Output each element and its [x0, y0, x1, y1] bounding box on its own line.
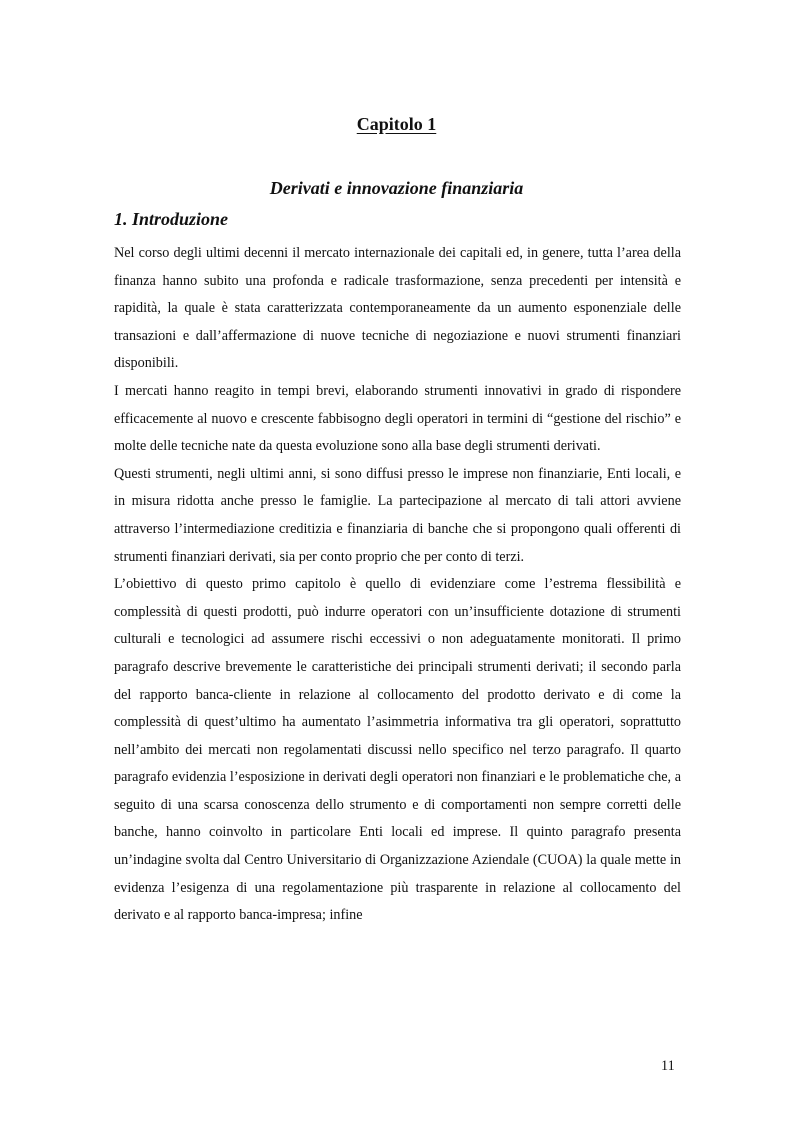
page-number: 11	[661, 1058, 675, 1074]
paragraph: L’obiettivo di questo primo capitolo è quello di evidenziare come l’estrema flessibilità e complessità di questi prodotti, può indurre operatori con un’insufficiente dotazione di strumenti culturali e tecnologici ad assumere rischi eccessivi o non adeguatamente monitorati. Il primo paragrafo descrive brevemente le caratteristiche dei principali strumenti derivati; il secondo parla del rapporto banca-cliente in relazione al collocamento del prodotto derivato e di come la complessità di quest’ultimo ha aumentato l’asimmetria informativa tra gli operatori, soprattutto nell’ambito dei mercati non regolamentati discussi nello specifico nel terzo paragrafo. Il quarto paragrafo evidenzia l’esposizione in derivati degli operatori non finanziari e le problematiche che, a seguito di una scarsa conoscenza dello strumento e di comportamenti non sempre corretti delle banche, hanno coinvolto in particolare Enti locali ed imprese. Il quinto paragrafo presenta un’indagine svolta dal Centro Universitario di Organizzazione Aziendale (CUOA) la quale mette in evidenza l’esigenza di una regolamentazione più trasparente in relazione al collocamento del derivato e al rapporto banca-impresa; infine	[114, 576, 681, 924]
paragraph: Questi strumenti, negli ultimi anni, si sono diffusi presso le imprese non finanziarie, Enti locali, e in misura ridotta anche presso le famiglie. La partecipazione al mercato di tali attori avviene attraverso l’intermediazione creditizia e finanziaria di banche che si propongono quali offerenti di strumenti finanziari derivati, sia per conto proprio che per conto di terzi.	[114, 465, 681, 565]
chapter-subtitle: Derivati e innovazione finanziaria	[269, 178, 524, 198]
body-text	[114, 240, 681, 930]
section-heading: 1. Introduzione	[114, 209, 229, 229]
paragraph: I mercati hanno reagito in tempi brevi, elaborando strumenti innovativi in grado di rispondere efficacemente al nuovo e crescente fabbisogno degli operatori in termini di “gestione del rischio” e molte delle tecniche nate da questa evoluzione sono alla base degli strumenti derivati.	[114, 382, 681, 455]
paragraph: Nel corso degli ultimi decenni il mercato internazionale dei capitali ed, in genere, tutta l’area della finanza hanno subito una profonda e radicale trasformazione, senza precedenti per intensità e rapidità, la quale è stata caratterizzata contemporaneamente da un aumento esponenziale delle transazioni e dall’affermazione di nuove tecniche di negoziazione e nuovi strumenti finanziari disponibili.	[114, 245, 681, 372]
chapter-title: Capitolo 1	[356, 114, 437, 134]
